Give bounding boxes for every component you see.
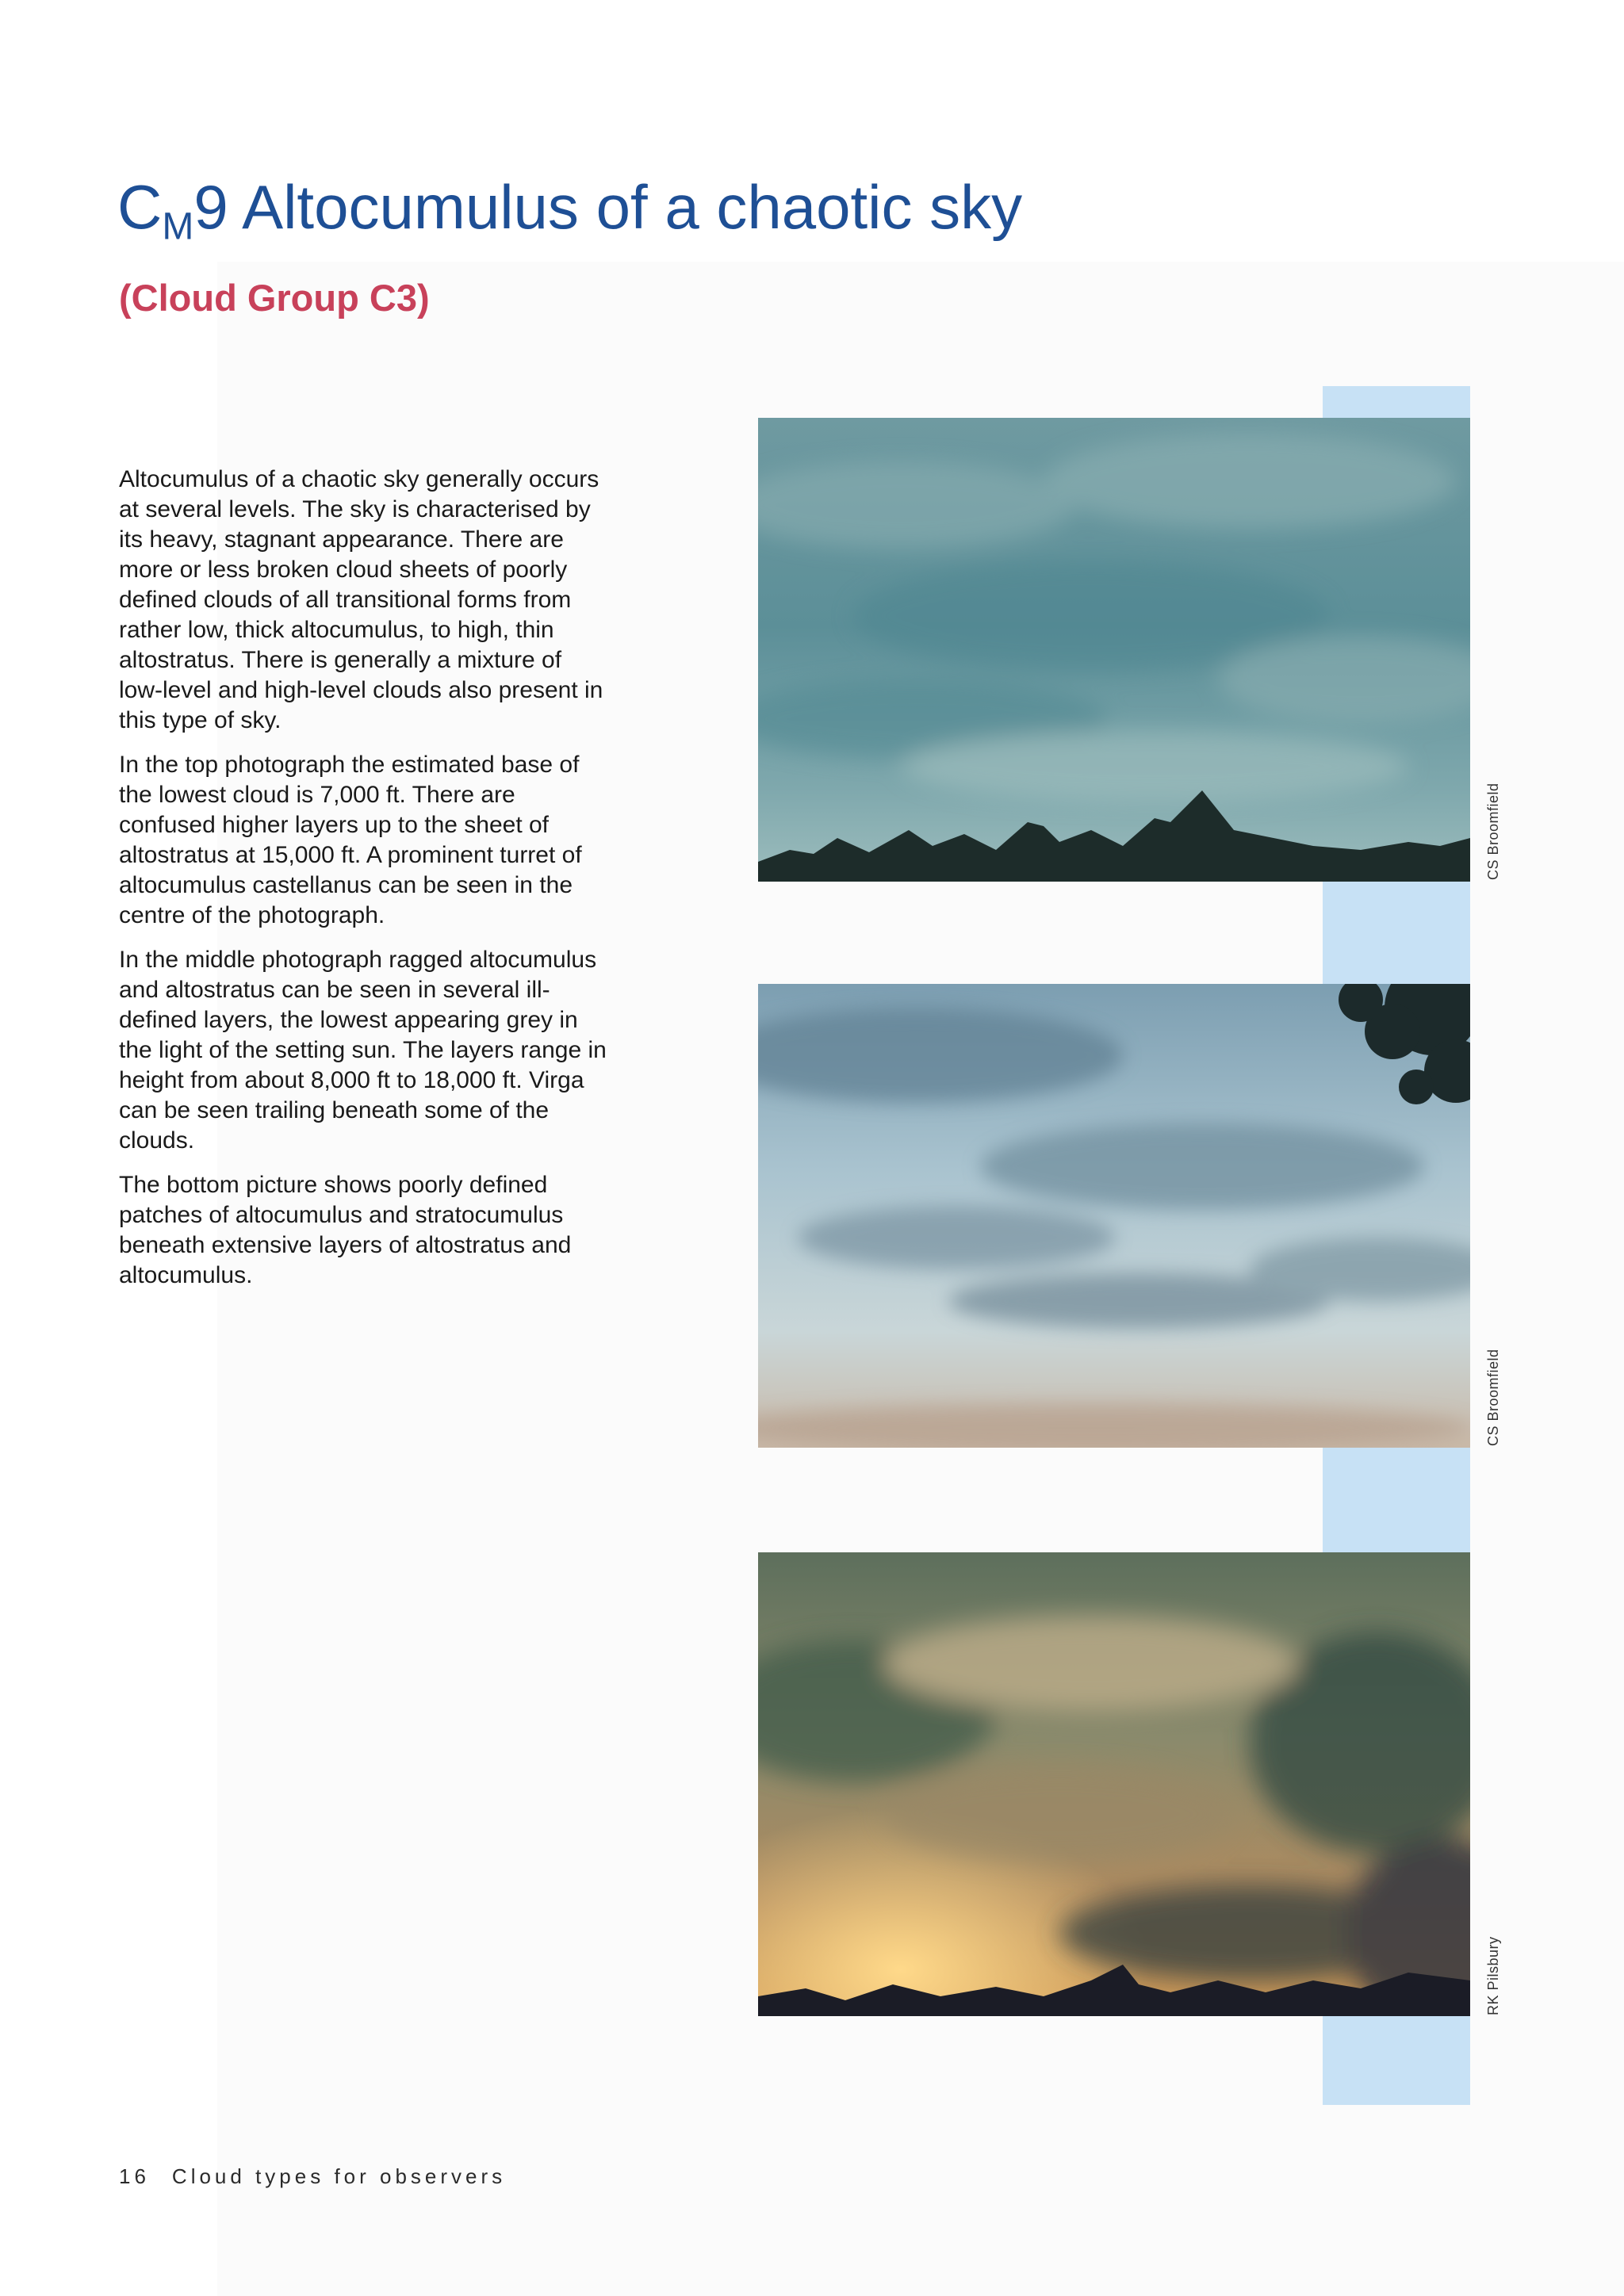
bottom-cloud-photo [758,1552,1470,2016]
body-text [119,465,611,1305]
page-footer [119,2164,506,2189]
page-number: 16 [119,2164,150,2188]
photo-credit-3: RK Pilsbury [1485,1936,1501,2015]
title-subscript: M [162,205,194,248]
title-cm: C [117,172,163,242]
page-title [117,172,1023,248]
publication-title: Cloud types for observers [171,2164,507,2188]
middle-cloud-photo [758,984,1470,1448]
paragraph-4: The bottom picture shows poorly defined patches of altocumulus and stratocumulus beneath extensive layers of altostratus and altocumulus. [119,1172,572,1288]
photo-credit-2: CS Broomfield [1485,1349,1501,1446]
paragraph-3: In the middle photograph ragged altocumulus and altostratus can be seen in several ill-defined layers, the lowest appearing grey in the light of the setting sun. The layers range in height from about 8,000 ft to 18,000 ft. Virga can be seen trailing beneath some of the clouds. [119,947,607,1154]
cloud-group-subtitle: (Cloud Group C3) [119,277,430,319]
title-text: 9 Altocumulus of a chaotic sky [193,172,1023,242]
paragraph-2: In the top photograph the estimated base of the lowest cloud is 7,000 ft. There are confused higher layers up to the sheet of altostratus at 15,000 ft. A prominent turret of altocumulus castellanus can be seen in the centre of the photograph. [119,752,582,928]
photo-credit-1: CS Broomfield [1485,783,1501,880]
paragraph-1: Altocumulus of a chaotic sky generally occurs at several levels. The sky is characterised by its heavy, stagnant appearance. There are more or less broken cloud sheets of poorly defined clouds of all transitional forms from rather low, thick altocumulus, to high, thin altostratus. There is generally a mixture of low-level and high-level clouds also present in this type of sky. [119,466,603,733]
top-cloud-photo [758,418,1470,882]
